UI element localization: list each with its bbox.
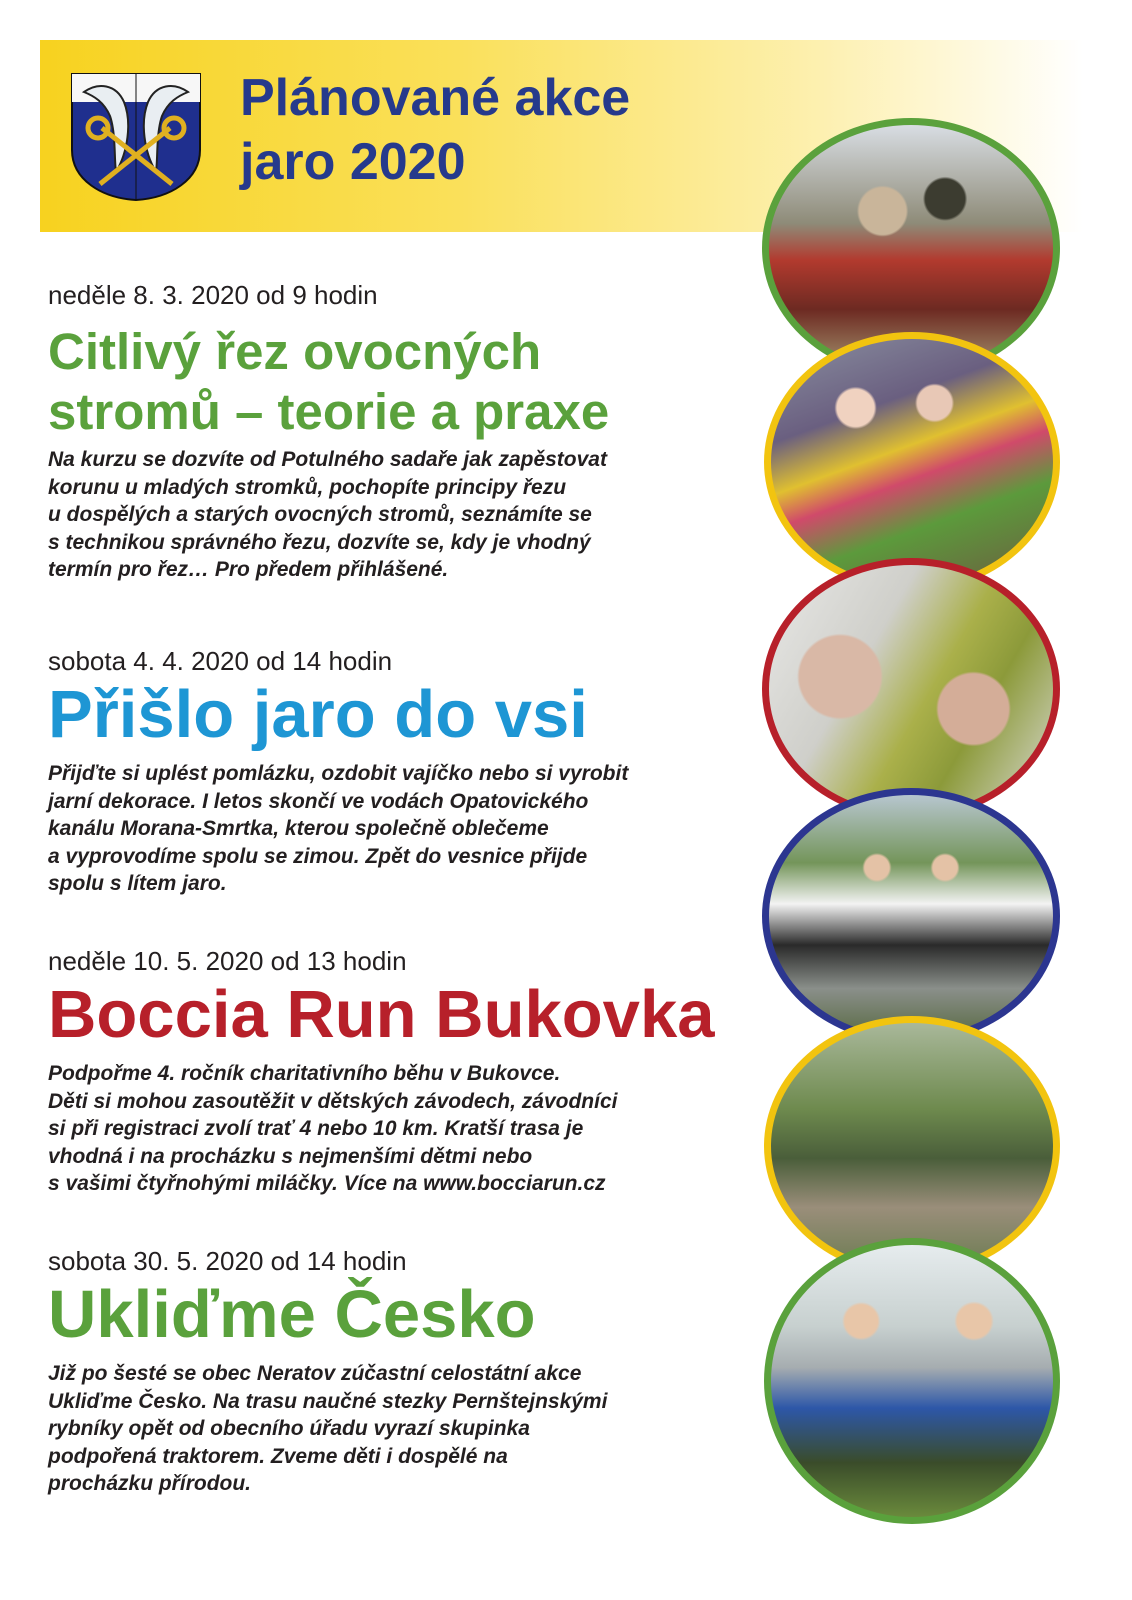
event-title: Ukliďme Česko xyxy=(48,1277,536,1352)
event-description: Podpořme 4. ročník charitativního běhu v Bukovce. Děti si mohou zasoutěžit v dětských závodech, závodníci si při registraci zvolí trať 4 nebo 10 km. Kratší trasa je vhodná i na procházku s nejmenšími dětmi nebo s vašimi čtyřnohými miláčky. Více na www.bocciarun.cz xyxy=(48,1062,618,1195)
event-2 xyxy=(48,646,778,898)
event-date: neděle 10. 5. 2020 od 13 hodin xyxy=(48,946,407,976)
event-title: Přišlo jaro do vsi xyxy=(48,677,588,752)
page-title xyxy=(240,66,630,194)
photo-park-path xyxy=(764,1016,1060,1276)
event-1 xyxy=(48,280,778,584)
photo-braiding-whip xyxy=(762,558,1060,820)
event-description: Přijďte si uplést pomlázku, ozdobit vajíčko nebo si vyrobit jarní dekorace. I letos skončí ve vodách Opatovického kanálu Morana-Smrtka, kterou společně oblečeme a vyprovodíme spolu se zimou. Zpět do vesnice přijde spolu s lítem jaro. xyxy=(48,762,629,895)
event-date: neděle 8. 3. 2020 od 9 hodin xyxy=(48,280,378,310)
event-4 xyxy=(48,1246,778,1498)
event-description: Již po šesté se obec Neratov zúčastní celostátní akce Ukliďme Česko. Na trasu naučné stezky Pernštejnskými rybníky opět od obecního úřadu vyrazí skupinka podpořená traktorem. Zveme děti i dospělé na procházku přírodou. xyxy=(48,1362,608,1495)
event-date: sobota 4. 4. 2020 od 14 hodin xyxy=(48,646,393,676)
photo-boccia-run xyxy=(762,788,1060,1044)
event-title: Boccia Run Bukovka xyxy=(48,977,715,1052)
photo-kids-cleanup xyxy=(764,1238,1060,1524)
event-date: sobota 30. 5. 2020 od 14 hodin xyxy=(48,1246,407,1276)
event-3 xyxy=(48,946,778,1198)
photo-ribbons-kids xyxy=(764,332,1060,592)
event-title xyxy=(48,322,778,442)
event-title-line2: stromů – teorie a praxe xyxy=(48,383,610,440)
page-title-line2: jaro 2020 xyxy=(240,133,466,191)
municipal-crest-icon xyxy=(70,72,202,202)
event-title-line1: Citlivý řez ovocných xyxy=(48,323,542,380)
event-description: Na kurzu se dozvíte od Potulného sadaře jak zapěstovat korunu u mladých stromků, pochopíte principy řezu u dospělých a starých ovocných stromů, seznámíte se s technikou správného řezu, dozvíte se, kdy je vhodný termín pro řez… Pro předem přihlášené. xyxy=(48,448,607,581)
page-title-line1: Plánované akce xyxy=(240,69,631,127)
